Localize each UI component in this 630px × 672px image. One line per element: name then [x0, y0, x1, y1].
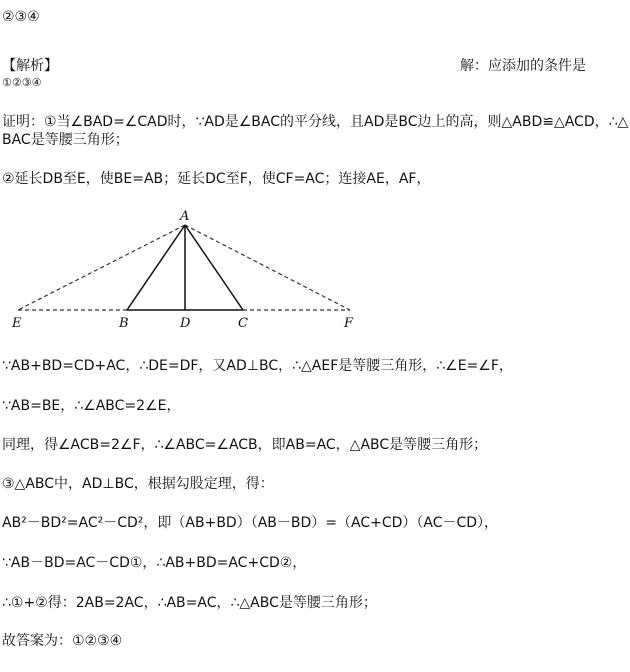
label-a: A: [180, 209, 190, 224]
label-c: C: [238, 316, 248, 331]
answer-top: ②③④: [2, 9, 40, 25]
step3-a: AB²－BD²=AC²－CD²，即（AB+BD）（AB－BD）=（AC+CD）（AC－CD），: [2, 515, 499, 531]
step3-c: ∴①+②得：2AB=2AC，∴AB=AC，∴△ABC是等腰三角形；: [2, 595, 377, 611]
analysis-header: 【解析】: [2, 58, 58, 74]
solution-cont: ①②③④: [2, 76, 42, 89]
step2-intro: ②延长DB至E，使BE=AB；延长DC至F，使CF=AC；连接AE，AF，: [2, 171, 431, 187]
step3-intro: ③△ABC中，AD⊥BC，根据勾股定理，得：: [2, 476, 274, 492]
segment-ae: [18, 225, 185, 310]
segment-af: [185, 225, 350, 310]
label-b: B: [119, 316, 129, 331]
label-d: D: [180, 316, 191, 331]
label-f: F: [344, 316, 354, 331]
proof-line-2: BAC是等腰三角形；: [2, 132, 129, 148]
step2-c: 同理，得∠ACB=2∠F，∴∠ABC=∠ACB，即AB=AC，△ABC是等腰三角形；: [2, 437, 488, 453]
step3-b: ∵AB－BD=AC－CD①，∴AB+BD=AC+CD②，: [2, 555, 307, 571]
triangle-figure: [0, 205, 380, 335]
segment-ab: [127, 225, 185, 310]
step2-a: ∵AB+BD=CD+AC，∴DE=DF，又AD⊥BC，∴△AEF是等腰三角形，∴∠E=∠F，: [2, 358, 513, 374]
label-e: E: [12, 316, 22, 331]
step2-b: ∵AB=BE，∴∠ABC=2∠E，: [2, 398, 181, 414]
solution-note: 解：应添加的条件是: [460, 58, 586, 74]
final-answer: 故答案为：①②③④: [2, 633, 123, 649]
proof-line-1: 证明：①当∠BAD=∠CAD时，∵AD是∠BAC的平分线，且AD是BC边上的高，则△ABD≌△ACD，∴△: [2, 114, 629, 130]
segment-ac: [185, 225, 243, 310]
